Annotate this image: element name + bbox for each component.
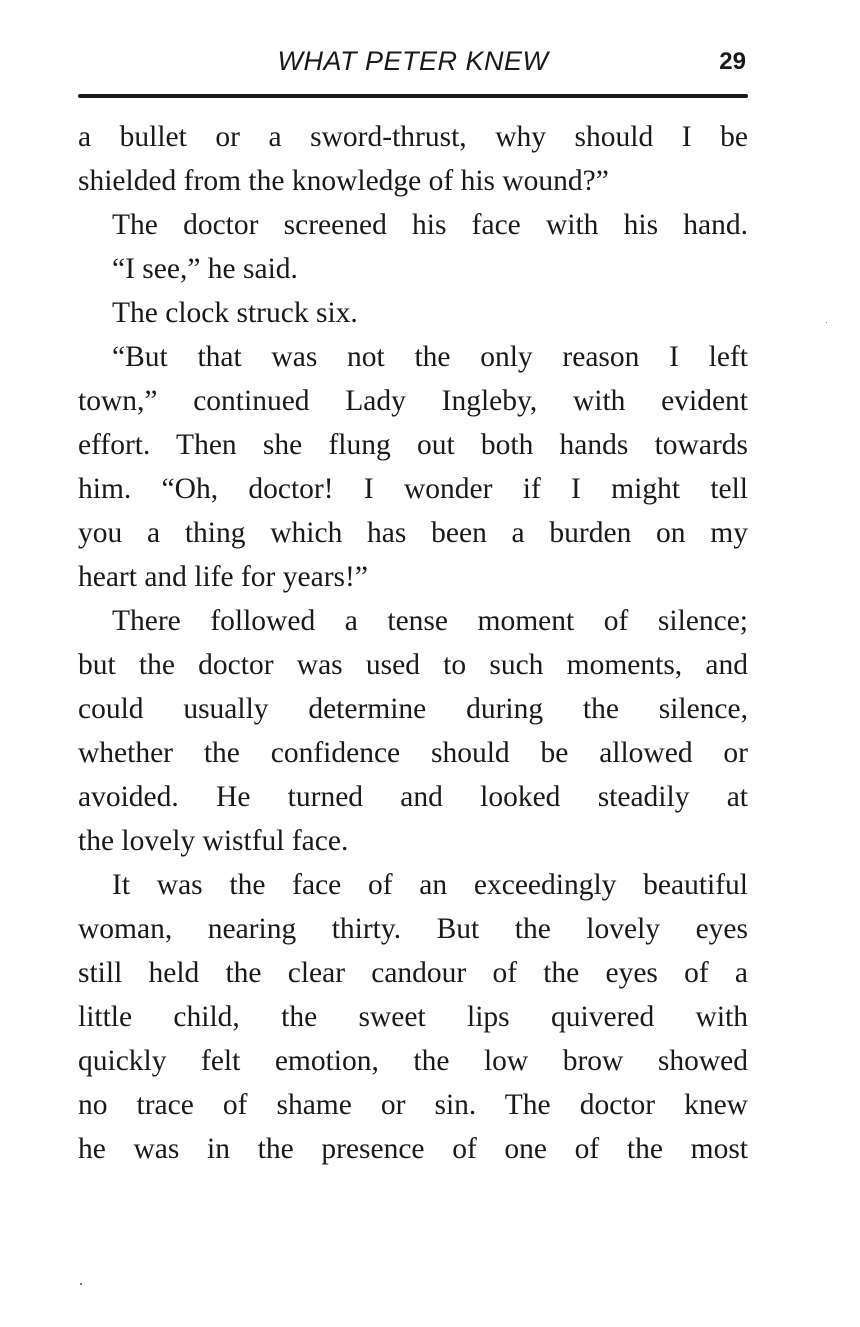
text-line: avoided. He turned and looked steadily at bbox=[78, 781, 748, 813]
text-line: no trace of shame or sin. The doctor knew bbox=[78, 1089, 748, 1121]
text-line: he was in the presence of one of the most bbox=[78, 1133, 748, 1165]
text-line: town,” continued Lady Ingleby, with evident bbox=[78, 385, 748, 417]
text-line: could usually determine during the silence, bbox=[78, 693, 748, 725]
text-line: The clock struck six. bbox=[112, 297, 358, 329]
text-line: him. “Oh, doctor! I wonder if I might tell bbox=[78, 473, 748, 505]
text-line: “I see,” he said. bbox=[112, 253, 298, 285]
header-rule bbox=[78, 94, 748, 98]
scan-speck bbox=[80, 1283, 82, 1285]
text-line: you a thing which has been a burden on my bbox=[78, 517, 748, 549]
text-line: the lovely wistful face. bbox=[78, 825, 349, 857]
text-line: effort. Then she flung out both hands towards bbox=[78, 429, 748, 461]
text-line: little child, the sweet lips quivered with bbox=[78, 1001, 748, 1033]
text-line: a bullet or a sword-thrust, why should I be bbox=[78, 121, 748, 153]
text-line: There followed a tense moment of silence; bbox=[112, 605, 748, 637]
text-line: but the doctor was used to such moments, and bbox=[78, 649, 748, 681]
text-line: quickly felt emotion, the low brow showed bbox=[78, 1045, 748, 1077]
text-line: heart and life for years!” bbox=[78, 561, 368, 593]
text-line: still held the clear candour of the eyes of a bbox=[78, 957, 748, 989]
scan-speck bbox=[826, 322, 827, 323]
text-line: shielded from the knowledge of his wound?” bbox=[78, 165, 609, 197]
running-title: WHAT PETER KNEW bbox=[277, 46, 549, 76]
text-line: The doctor screened his face with his hand. bbox=[112, 209, 748, 241]
text-line: “But that was not the only reason I left bbox=[112, 341, 748, 373]
text-line: whether the confidence should be allowed or bbox=[78, 737, 748, 769]
page-number: 29 bbox=[719, 48, 746, 75]
text-line: It was the face of an exceedingly beautiful bbox=[112, 869, 748, 901]
running-head bbox=[78, 46, 748, 86]
text-line: woman, nearing thirty. But the lovely eyes bbox=[78, 913, 748, 945]
body-text bbox=[78, 115, 748, 1171]
